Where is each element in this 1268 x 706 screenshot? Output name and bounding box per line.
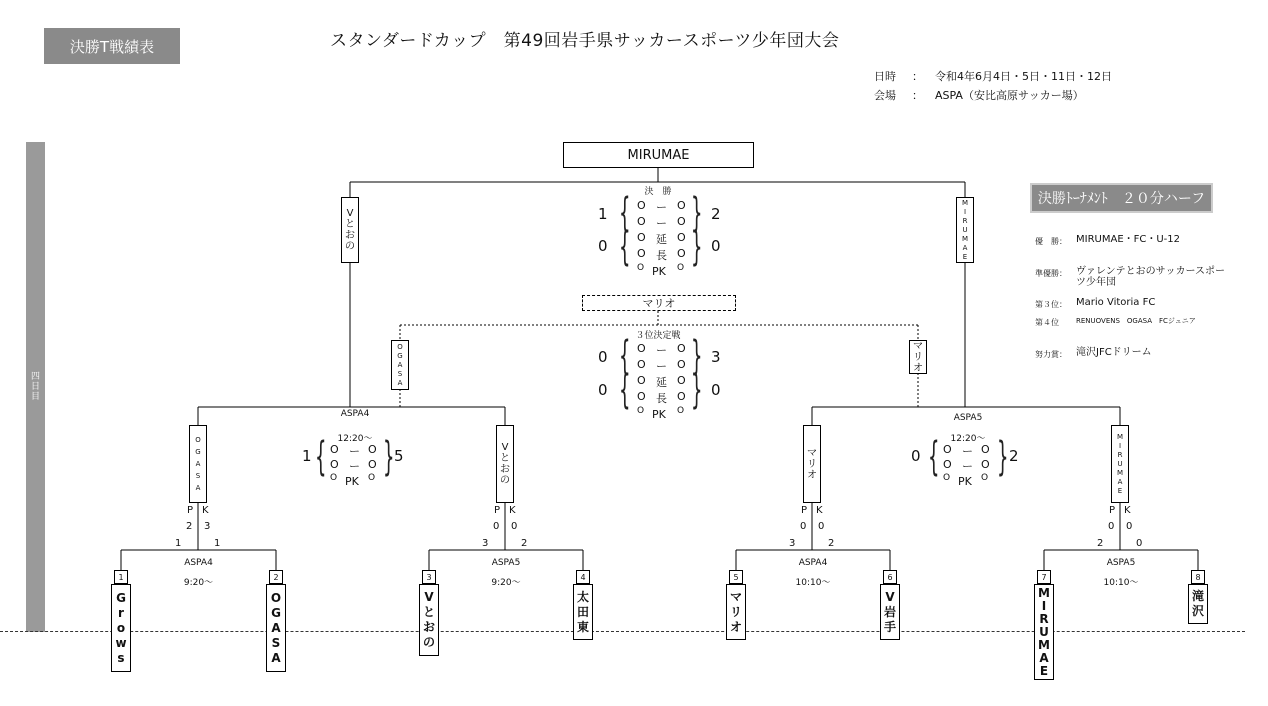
venue-separator: ： — [912, 89, 923, 102]
venue-value: ASPA（安比高原サッカー場） — [935, 89, 1084, 102]
third-brace-right-2: } — [690, 367, 703, 413]
third-left-team: O G A S A — [391, 340, 409, 390]
semi-1-row-2-mid: ー — [349, 460, 360, 473]
qf-2-time: 9:20～ — [491, 578, 521, 588]
qf-2-seed-left: 3 — [422, 570, 436, 584]
semi-1-row-2-left: O — [330, 458, 339, 471]
semi-2-right-team: M I R U M A E — [1111, 425, 1129, 503]
qf-1-score-right: 1 — [214, 538, 221, 549]
qf-3-pk-score-right: 0 — [818, 521, 825, 532]
qf-4-pk-score-left: 0 — [1108, 521, 1115, 532]
semi-1-venue: ASPA4 — [340, 409, 370, 419]
semi-2-row-1-right: O — [981, 443, 990, 456]
final-row-3-left: O — [637, 231, 646, 244]
qf-3-pk-score-left: 0 — [800, 521, 807, 532]
qf-4-pk-score-right: 0 — [1126, 521, 1133, 532]
result-5-value: 滝沢JFCドリーム — [1076, 347, 1152, 358]
third-left-score-first: 0 — [598, 348, 608, 366]
qf-2-team-left: V と お の — [419, 584, 439, 656]
final-row-2-left: O — [637, 215, 646, 228]
qf-1-venue: ASPA4 — [184, 558, 213, 568]
semi-2-pk-left: O — [943, 473, 951, 483]
third-row-2-left: O — [637, 358, 646, 371]
semi-1-right-score: 5 — [394, 447, 404, 465]
qf-1-seed-left: 1 — [114, 570, 128, 584]
final-brace-left-2: { — [618, 224, 631, 270]
semi-1-pk-right: O — [368, 473, 376, 483]
qf-1-pk-p: P — [187, 505, 194, 516]
qf-4-seed-right: 8 — [1191, 570, 1205, 584]
final-row-3-right: O — [677, 231, 686, 244]
final-right-score-second: 0 — [711, 237, 721, 255]
semi-2-time: 12:20～ — [950, 434, 986, 444]
qf-3-team-left: マ リ オ — [726, 584, 746, 640]
semi-2-venue: ASPA5 — [953, 413, 983, 423]
third-pk-left: O — [637, 406, 645, 416]
final-right-score-first: 2 — [711, 205, 721, 223]
third-pk-right: O — [677, 406, 685, 416]
third-row-1-right: O — [677, 342, 686, 355]
third-row-3-left: O — [637, 374, 646, 387]
qf-3-team-right: V 岩 手 — [880, 584, 900, 640]
third-right-score-first: 3 — [711, 348, 721, 366]
qf-3-score-right: 2 — [828, 538, 835, 549]
qf-1-pk-score-right: 3 — [204, 521, 211, 532]
qf-4-pk-k: K — [1124, 505, 1131, 516]
qf-2-pk-k: K — [509, 505, 516, 516]
qf-2-venue: ASPA5 — [491, 558, 521, 568]
semi-1-pk-label: PK — [345, 475, 359, 488]
final-row-2-mid: ー — [656, 217, 667, 230]
final-row-1-left: O — [637, 199, 646, 212]
semi-2-pk-right: O — [981, 473, 989, 483]
qf-3-time: 10:10～ — [795, 578, 831, 588]
third-row-4-left: O — [637, 390, 646, 403]
third-row-1-left: O — [637, 342, 646, 355]
third-place-title: ３位決定戦 — [635, 331, 681, 341]
third-row-3-right: O — [677, 374, 686, 387]
qf-3-score-left: 3 — [789, 538, 796, 549]
third-right-score-second: 0 — [711, 381, 721, 399]
semi-1-row-1-left: O — [330, 443, 339, 456]
qf-2-score-right: 2 — [521, 538, 528, 549]
semi-1-right-team: V と お の — [496, 425, 514, 503]
qf-4-seed-left: 7 — [1037, 570, 1051, 584]
semi-2-row-2-right: O — [981, 458, 990, 471]
tournament-title: スタンダードカップ 第49回岩手県サッカースポーツ少年団大会 — [330, 31, 840, 51]
semi-1-row-1-mid: ー — [349, 445, 360, 458]
champion-box: MIRUMAE — [563, 142, 754, 168]
result-2-value: ヴァレンテとおのサッカースポーツ少年団 — [1076, 266, 1225, 288]
result-3-key: 第３位： — [1035, 300, 1067, 309]
semi-1-left-score: 1 — [302, 447, 312, 465]
final-pk-left: O — [637, 263, 645, 273]
semi-1-row-2-right: O — [368, 458, 377, 471]
third-brace-right-1: } — [690, 333, 703, 379]
qf-4-time: 10:10～ — [1103, 578, 1139, 588]
final-title: 決 勝 — [644, 187, 672, 197]
result-4-value: RENUOVENS OGASA FCジュニア — [1076, 317, 1196, 325]
semi-2-brace-left: { — [927, 434, 940, 480]
third-row-4-right: O — [677, 390, 686, 403]
qf-1-seed-right: 2 — [269, 570, 283, 584]
venue-key: 会場 — [874, 89, 896, 102]
semi-1-row-1-right: O — [368, 443, 377, 456]
qf-1-pk-score-left: 2 — [186, 521, 193, 532]
bracket-title-badge: 決勝T戦績表 — [44, 28, 180, 64]
date-value: 令和4年6月4日・5日・11日・12日 — [935, 70, 1112, 83]
qf-4-score-left: 2 — [1097, 538, 1104, 549]
result-3-value: Mario Vitoria FC — [1076, 297, 1156, 308]
final-row-4-right: O — [677, 247, 686, 260]
qf-3-venue: ASPA4 — [798, 558, 828, 568]
third-brace-left-2: { — [618, 367, 631, 413]
final-left-team: V と お の — [341, 197, 359, 263]
qf-1-team-right: O G A S A — [266, 584, 286, 672]
final-pk-label: PK — [652, 265, 666, 278]
qf-2-pk-p: P — [494, 505, 501, 516]
result-4-key: 第４位 — [1035, 318, 1059, 327]
final-row-4-left: O — [637, 247, 646, 260]
qf-1-team-left: G r o w s — [111, 584, 131, 672]
qf-3-seed-right: 6 — [883, 570, 897, 584]
third-row-1-mid: ー — [656, 344, 667, 357]
qf-4-team-right: 滝 沢 — [1188, 584, 1208, 624]
qf-2-pk-score-left: 0 — [493, 521, 500, 532]
day-label: 四 日 目 — [30, 372, 40, 402]
semi-2-left-team: マ リ オ — [803, 425, 821, 503]
format-badge: 決勝ﾄｰﾅﾒﾝﾄ ２０分ハーフ — [1030, 183, 1213, 213]
final-brace-right-1: } — [690, 190, 703, 236]
semi-1-left-team: O G A S A — [189, 425, 207, 503]
final-left-score-first: 1 — [598, 205, 608, 223]
semi-1-time: 12:20～ — [337, 434, 373, 444]
semi-1-brace-right: } — [382, 434, 395, 480]
semi-2-brace-right: } — [996, 434, 1009, 480]
result-1-key: 優 勝： — [1035, 237, 1067, 246]
result-1-value: MIRUMAE・FC・U-12 — [1076, 234, 1181, 245]
semi-2-row-1-left: O — [943, 443, 952, 456]
final-row-1-mid: ー — [656, 201, 667, 214]
qf-3-seed-left: 5 — [729, 570, 743, 584]
third-row-2-right: O — [677, 358, 686, 371]
semi-2-row-2-left: O — [943, 458, 952, 471]
semi-2-right-score: 2 — [1009, 447, 1019, 465]
final-left-score-second: 0 — [598, 237, 608, 255]
third-left-score-second: 0 — [598, 381, 608, 399]
final-brace-right-2: } — [690, 224, 703, 270]
semi-2-row-1-mid: ー — [962, 445, 973, 458]
final-pk-right: O — [677, 263, 685, 273]
third-right-team: マ リ オ — [909, 340, 927, 374]
semi-2-pk-label: PK — [958, 475, 972, 488]
final-brace-left-1: { — [618, 190, 631, 236]
qf-4-venue: ASPA5 — [1106, 558, 1136, 568]
qf-2-seed-right: 4 — [576, 570, 590, 584]
date-key: 日時 — [874, 70, 896, 83]
qf-2-pk-score-right: 0 — [511, 521, 518, 532]
third-brace-left-1: { — [618, 333, 631, 379]
final-right-team: M I R U M A E — [956, 197, 974, 263]
third-place-winner-box: マリオ — [582, 295, 736, 311]
qf-3-pk-p: P — [801, 505, 808, 516]
qf-4-pk-p: P — [1109, 505, 1116, 516]
final-row-1-right: O — [677, 199, 686, 212]
qf-4-team-left: M I R U M A E — [1034, 584, 1054, 680]
third-pk-label: PK — [652, 408, 666, 421]
qf-4-score-right: 0 — [1136, 538, 1143, 549]
semi-2-left-score: 0 — [911, 447, 921, 465]
qf-3-pk-k: K — [816, 505, 823, 516]
qf-1-time: 9:20～ — [183, 578, 214, 588]
qf-2-score-left: 3 — [482, 538, 489, 549]
semi-1-pk-left: O — [330, 473, 338, 483]
third-row-2-mid: ー — [656, 360, 667, 373]
qf-2-team-right: 太 田 東 — [573, 584, 593, 640]
third-row-3-mid: 延 — [656, 376, 667, 389]
semi-2-row-2-mid: ー — [962, 460, 973, 473]
third-row-4-mid: 長 — [656, 392, 667, 405]
final-row-4-mid: 長 — [656, 249, 667, 262]
semi-1-brace-left: { — [314, 434, 327, 480]
qf-1-score-left: 1 — [175, 538, 182, 549]
result-2-key: 準優勝： — [1035, 269, 1067, 278]
date-separator: ： — [912, 70, 923, 83]
final-row-3-mid: 延 — [656, 233, 667, 246]
qf-1-pk-k: K — [202, 505, 209, 516]
final-row-2-right: O — [677, 215, 686, 228]
result-5-key: 努力賞： — [1035, 350, 1067, 359]
